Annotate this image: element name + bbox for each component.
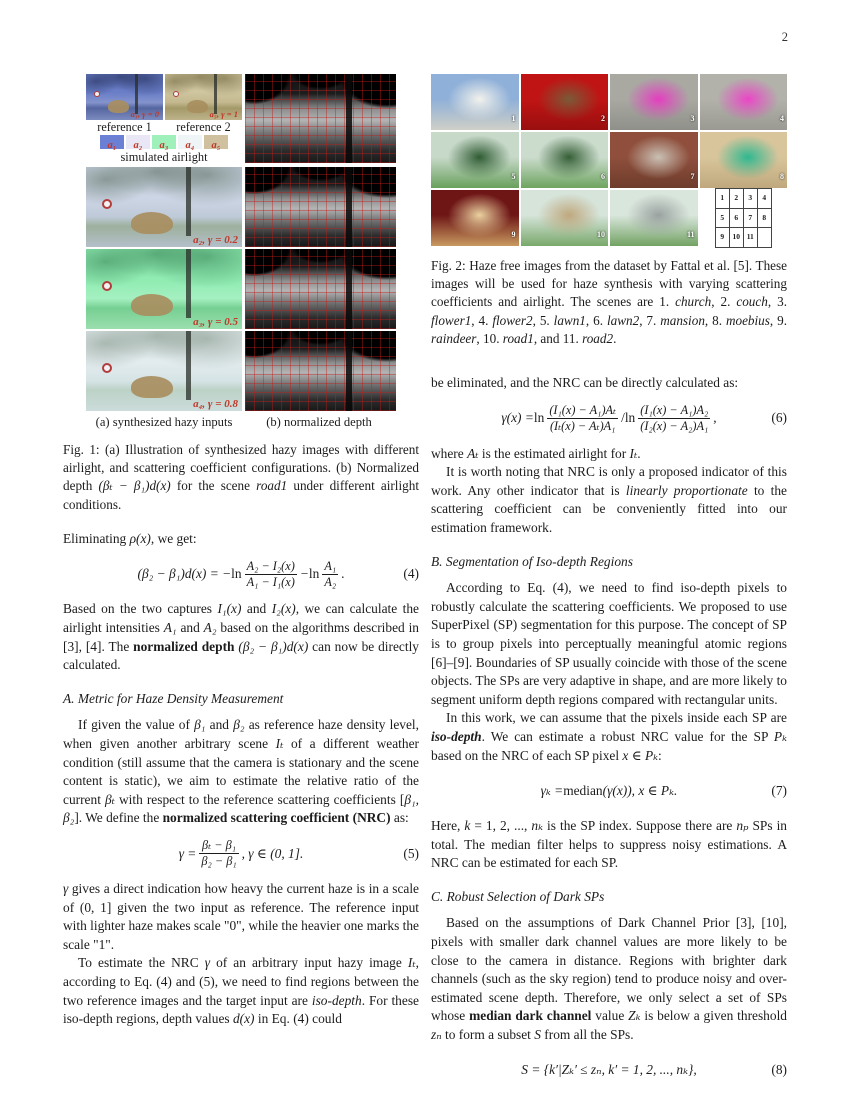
equation-term: / [621,410,625,426]
text-segment: normalized depth [133,638,235,654]
fig1-hazy-rows [86,167,396,411]
equation-term: median [563,782,603,798]
scene-number-label: 10 [597,230,605,240]
text-segment: Here, [431,818,465,834]
text-segment: Iₜ [407,955,416,971]
text-segment: . [637,445,641,461]
equation-5-body [179,838,304,870]
fraction-denominator: (Iₜ(x) − Aₜ)A₁ [549,419,616,434]
scene-thumbnail-road2 [610,190,698,246]
equation-7-number: (7) [771,782,787,798]
scene-thumbnail-lawn1 [431,132,519,188]
paragraph-based-on-captures [63,600,419,674]
text-segment: from all the SPs. [540,1027,634,1043]
text-segment: , 2. [711,294,737,310]
text-segment: . We can estimate a robust NRC value for the SP [481,728,774,744]
text-segment: , 10. [476,330,503,346]
fraction [547,403,618,435]
pole-silhouette [214,74,217,114]
text-segment: lawn2 [606,312,640,328]
scene-number-label: 7 [690,172,695,182]
text-segment: S [534,1027,541,1043]
scene-number-label: 3 [690,114,695,124]
text-segment: To estimate the NRC [78,955,205,971]
text-segment: βₜ [104,791,115,807]
reference-image-cell [86,74,163,134]
depth-map-image [245,331,396,411]
fraction-denominator: β₂ − β₁ [201,854,237,869]
paragraph-worth-noting [431,463,787,537]
fraction-numerator: A₁ [322,559,338,575]
equation-term: (γ(x)), x ∈ Pₖ. [602,782,678,798]
paragraph-here-sp-index [431,817,787,873]
equation-6-body [501,403,716,435]
road-sign-icon [94,91,100,97]
text-segment: to form a subset [441,1027,535,1043]
figure-1 [86,74,396,430]
text-segment: is below a given threshold [640,1008,787,1024]
scene-thumbnail-flower1 [610,74,698,130]
fig1-subcaption-a: (a) synthesized hazy inputs [95,415,233,429]
airlight-title: simulated airlight [120,150,208,164]
text-segment: Pₖ [773,728,787,744]
airlight-gamma-label: a₅, γ = 1 [209,109,238,119]
text-segment: for the scene [170,478,257,494]
text-segment: ρ(x) [129,530,151,546]
equation-term: γₖ = [540,782,564,798]
text-segment: normalized scattering coefficient (NRC) [162,810,391,826]
text-segment: If given the value of [78,717,195,733]
reference-image-cell [165,74,242,134]
fraction-numerator: βₜ − β₁ [199,838,238,854]
road-sign-icon [173,91,179,97]
paragraph-where-airlight [431,445,787,464]
equation-term: S = {k′|Zₖ′ ≤ zₙ, k′ = 1, 2, ..., nₖ}, [521,1062,697,1078]
paragraph-be-eliminated [431,374,787,393]
text-segment: be eliminated, and the NRC can be directly calculated as: [431,375,739,391]
scene-index-grid [715,188,772,248]
hazy-reference-image [86,74,163,120]
text-segment: of a different weather condition (still assume that the camera is stationary and the scene content is static), we aim to estimate the relative ratio of the current [63,735,419,807]
hazy-input-image [86,249,242,329]
scene-number-label: 5 [511,172,516,182]
equation-8 [431,1054,787,1088]
equation-4-body [138,559,345,591]
text-segment: A₁ [163,620,177,635]
text-segment: flower2 [492,312,533,328]
figure-2 [431,74,787,246]
index-grid-row [715,228,771,248]
hazy-input-image [86,167,242,247]
depth-map-image [245,74,396,163]
scene-number-label: 6 [601,172,605,182]
scene-thumbnail-mansion [610,132,698,188]
text-segment: of an arbitrary input hazy image [210,955,408,971]
text-segment: β₂ [233,717,245,733]
airlight-swatch-label: a₂ [133,140,143,151]
scene-number-label: 8 [780,172,784,182]
reference-label: reference 1 [97,120,152,134]
index-grid-cell [757,228,771,248]
fraction-numerator: A₂ − I₂(x) [245,559,297,575]
airlight-swatch [204,135,228,149]
scene-number-label: 9 [511,230,516,240]
text-segment: : [658,747,662,763]
paragraph-if-given [63,716,419,828]
text-segment: ]. We define the [74,810,163,826]
paragraph-based-on-dcp [431,914,787,1044]
fraction [322,559,338,591]
text-segment: with respect to the reference scattering coefficients [ [114,791,405,807]
scene-thumbnail-flower2 [700,74,788,130]
index-grid-row [715,208,771,228]
text-segment: Fig. 1: (a) Illustration of synthesized hazy images with different airlight, and scattering coefficient configurations. (b) Normalized depth [63,442,419,494]
equation-6 [431,402,787,436]
airlight-swatch [152,135,176,149]
text-segment: and [205,717,234,733]
equation-term: . [341,566,345,582]
text-segment: road1 [502,330,534,346]
airlight-swatch-label: a₄ [185,140,195,151]
fig1-row [86,167,396,247]
equation-term: ln [231,566,242,582]
airlight-gamma-label: a₄, γ = 0.8 [193,398,238,410]
pole-silhouette [135,74,138,114]
reference-label: reference 2 [176,120,231,134]
fig2-thumbnail-grid [431,74,787,246]
equation-term: (β₂ − β₁)d(x) = − [137,566,232,582]
airlight-swatch [126,135,150,149]
pole-silhouette [186,167,191,236]
equation-5 [63,837,419,871]
index-grid-cell: 4 [757,189,771,209]
paragraph-according [431,579,787,709]
fraction [638,403,710,435]
airlight-swatch-label: a₃ [159,140,169,151]
rock-shape [131,212,173,234]
fraction-numerator: (I₁(x) − A₁)A₂ [638,403,710,419]
text-segment: to the scattering coefficient can be conveniently fitted into our estimation framework. [431,482,787,535]
fraction [245,559,297,591]
text-segment: (β₂ − β₁)d(x) [238,638,309,654]
text-segment: iso-depth [431,728,482,744]
text-segment: lawn1 [553,312,586,328]
text-segment: where [431,445,468,461]
text-segment: d(x) [232,1011,255,1027]
hazy-input-image [86,331,242,411]
fraction-denominator: A₁ − I₁(x) [246,574,295,589]
scene-number-label: 1 [511,114,516,124]
scene-number-label: 11 [686,230,695,240]
text-segment: , 4. [471,312,493,328]
index-grid-cell: 6 [729,208,743,228]
text-segment: raindeer [431,330,477,346]
scene-thumbnail-church [431,74,519,130]
text-segment: under different airlight conditions. [63,478,419,512]
scene-thumbnail-road1 [521,190,609,246]
rock-shape [187,100,208,113]
text-segment: linearly proportionate [625,482,748,498]
scene-thumbnail-moebius [700,132,788,188]
text-segment: , 3. [767,294,787,310]
paragraph-gamma-indication [63,880,419,954]
scene-index-cell [700,190,788,246]
rock-shape [108,100,129,113]
text-segment: In this work, we can assume that the pixels inside each SP are [446,710,787,726]
index-grid-cell: 7 [743,208,757,228]
airlight-gamma-label: a₂, γ = 0.2 [193,234,238,246]
text-segment: gives a direct indication how heavy the current haze is in a scale of (0, 1] given the two input as reference. The reference input with lighter haze makes scale "0", while the heavier one marks the scale "1". [63,880,419,952]
scene-number-label: 2 [601,114,605,124]
paragraph-in-this-work [431,709,787,765]
text-segment: based on the NRC of each SP pixel [431,747,623,763]
text-segment: mansion [660,312,705,328]
scene-thumbnail-couch [521,74,609,130]
fraction-numerator: (I₁(x) − A₁)Aₜ [547,403,618,419]
section-heading-c: C. Robust Selection of Dark SPs [431,888,605,904]
text-segment: nₖ [531,818,544,834]
text-segment: Iₜ [629,445,638,461]
paragraph-eliminating [63,530,419,549]
fig2-caption [431,257,787,348]
fig1-row-references [86,74,396,165]
index-grid-cell: 1 [715,189,729,209]
airlight-swatch-label: a₁ [107,140,117,151]
equation-term: , γ ∈ (0, 1]. [241,845,304,861]
fraction-denominator: A₂ [324,574,337,589]
text-segment: road1 [256,478,288,494]
equation-term: ln [533,410,545,426]
text-segment: nₚ [736,818,749,834]
equation-4-number: (4) [403,566,419,582]
equation-term: − [299,566,309,582]
fig1-row [86,249,396,329]
text-segment: based on the algorithms described in [3], [4]. The [63,620,420,654]
text-segment: SPs in total. The median filter helps to suppress noisy estimations. A NRC can be estimated for each SP. [431,818,787,871]
airlight-swatch-row [86,135,242,149]
text-segment: , 8. [704,312,726,328]
airlight-swatch [178,135,202,149]
road-sign-icon [102,281,112,291]
pole-silhouette [186,331,191,400]
fig1-caption [63,441,419,514]
text-segment: and [176,620,204,635]
fig1-subcaption-b: (b) normalized depth [266,415,372,429]
section-heading-a: A. Metric for Haze Density Measurement [63,690,284,706]
text-segment: , 9. [769,312,788,328]
text-segment: According to Eq. (4), we need to find iso-depth pixels to robustly calculate the scattering coefficients. We proposed to use SuperPixel (SP) segmentation for this purpose. The concept of SP is to group pixels into perceptually meaningful atomic regions [6]–[9]. Boundaries of SP usually coincide with those of the scene objects. The SPs are very adaptive in shape, and are more likely to segment uniform depth regions compared with rectangular units. [431,580,787,707]
text-segment: γ [204,955,210,971]
equation-5-number: (5) [403,845,419,861]
text-segment: couch [736,294,768,310]
text-segment: , 7. [639,312,661,328]
text-segment: as reference haze density level, when given another arbitrary scene [63,717,419,751]
text-segment: , 6. [585,312,607,328]
depth-map-image [245,167,396,247]
index-grid-cell: 2 [729,189,743,209]
text-segment: , we can calculate the airlight intensities [63,601,419,635]
road-sign-icon [102,363,112,373]
text-segment: Based on the two captures [63,601,218,617]
scene-thumbnail-raindeer [431,190,519,246]
rock-shape [131,294,173,316]
index-grid-cell: 9 [715,228,729,248]
fig1-subcaptions [86,415,396,430]
right-column [431,70,787,1097]
airlight-swatch-label: a₅ [211,140,221,151]
index-grid-cell: 3 [743,189,757,209]
text-segment: Zₖ [628,1008,641,1024]
text-segment: zₙ [431,1027,442,1043]
text-segment: , 5. [532,312,554,328]
airlight-gamma-label: a₃, γ = 0.5 [193,316,238,328]
text-segment: I₁(x) [217,601,242,617]
text-segment: is the estimated airlight for [478,445,630,461]
scene-thumbnail-lawn2 [521,132,609,188]
text-segment: church [675,294,712,310]
airlight-swatch [100,135,124,149]
index-grid-cell: 10 [729,228,743,248]
text-segment: , we get: [150,530,197,546]
text-segment: iso-depth [311,992,362,1008]
hazy-reference-image [165,74,242,120]
index-grid-cell: 11 [743,228,757,248]
index-grid-row [715,189,771,209]
text-segment: Iₜ [275,735,284,751]
text-segment: can now be directly calculated. [63,638,419,673]
text-segment: and [241,601,272,617]
fig1-reference-images [86,74,242,134]
text-segment: road2 [582,330,614,346]
text-segment: , and 11. [533,330,583,346]
fig1-references-block [86,74,242,165]
fraction-denominator: (I₂(x) − A₂)A₁ [640,419,709,434]
equation-term: γ(x) = [501,410,534,426]
text-segment: A₂ [203,620,217,635]
text-segment: is the SP index. Suppose there are [543,818,737,834]
text-segment: (βₜ − β₁)d(x) [98,478,171,494]
text-segment: as: [390,810,409,826]
depth-map-image [245,249,396,329]
equation-6-number: (6) [771,410,787,426]
section-heading-b: B. Segmentation of Iso-depth Regions [431,553,633,569]
fig1-row [86,331,396,411]
page-number: 2 [781,30,788,44]
equation-term: ln [624,410,636,426]
text-segment: . [613,330,617,346]
text-segment: in Eq. (4) could [254,1011,342,1027]
text-segment: k [464,818,471,834]
equation-term: ln [308,566,320,582]
equation-7-body [541,782,678,801]
paragraph-to-estimate [63,954,419,1028]
scene-number-label: 4 [780,114,784,124]
text-segment: β₁, β₂ [63,791,420,826]
text-segment: I₂(x) [271,601,296,617]
fraction [199,838,238,870]
text-segment: Aₜ [467,445,479,461]
index-grid-cell: 5 [715,208,729,228]
text-segment: It is worth noting that NRC is only a proposed indicator of this work. Any other indicator that is [431,464,787,498]
text-segment: flower1 [431,312,472,328]
text-segment: Fig. 2: Haze free images from the dataset by Fattal et al. [5]. These images will be used for haze synthesis with varying scattering coefficients and airlight. The scenes are 1. [431,258,787,310]
text-segment: Based on the assumptions of Dark Channel Prior [3], [10], pixels with smaller dark channel values are more likely to be close to the camera in distance. Regions with brighter dark channels (such as the sky region) tend to produce noisy and over-estimated scene depth. Therefore, we only select a set of SPs whose [431,915,787,1024]
road-sign-icon [102,199,112,209]
rock-shape [131,376,173,398]
equation-term: , [713,410,717,426]
text-segment: . For these iso-depth regions, depth values [63,992,419,1027]
airlight-gamma-label: a₁, γ = 0 [130,109,159,119]
text-segment: β₁ [194,717,206,733]
text-segment: median dark channel [469,1008,592,1024]
equation-7 [431,774,787,808]
pole-silhouette [186,249,191,318]
text-segment: x ∈ Pₖ [622,747,659,763]
equation-term: γ = [178,845,197,861]
text-segment: Eliminating [63,530,130,546]
index-grid-cell: 8 [757,208,771,228]
text-segment: value [591,1008,629,1024]
text-segment: moebius [725,312,770,328]
equation-4 [63,557,419,591]
text-segment: , according to Eq. (4) and (5), we need to find regions between the two reference images and the target input are [63,955,419,1008]
text-segment: γ [63,880,69,896]
left-column [63,70,419,1029]
text-segment: = 1, 2, ..., [470,818,532,834]
equation-8-number: (8) [771,1062,787,1078]
equation-8-body [521,1061,696,1080]
